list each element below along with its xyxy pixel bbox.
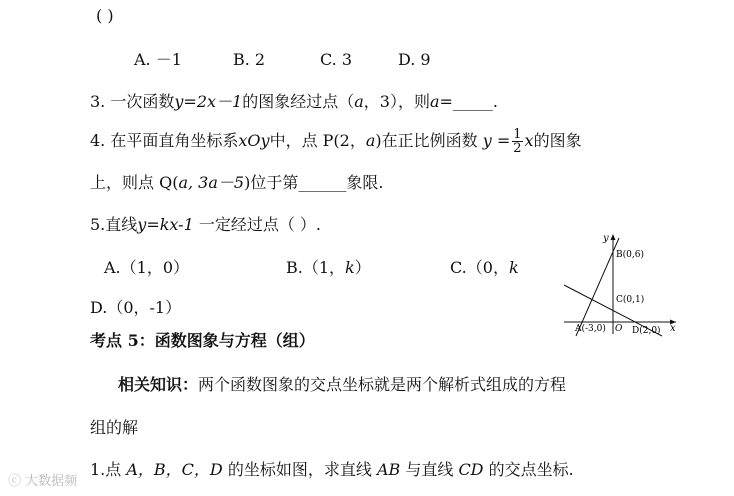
q2-option-c: C. 3 [320, 50, 353, 69]
y-axis-label: y [603, 233, 609, 244]
coordinate-diagram [562, 230, 680, 338]
q2-option-b: B. 2 [233, 50, 266, 69]
section-title: 考点 5：函数图象与方程（组） [90, 331, 315, 350]
origin-label: O [615, 324, 623, 334]
x-axis-label: x [670, 323, 676, 334]
q5-option-a: A.（1，0） [104, 258, 190, 277]
point-c-label: C(0,1) [616, 295, 645, 305]
watermark: ⓒ 大数据频 [8, 474, 78, 489]
question-3: 3. 一次函数y=2x－1的图象经过点（a，3），则a=_____. [90, 92, 499, 111]
point-b-label: B(0,6) [616, 250, 644, 260]
related-knowledge: 相关知识：两个函数图象的交点坐标就是两个解析式组成的方程 [118, 375, 567, 394]
y-axis-arrow [611, 234, 616, 240]
q5-option-c: C.（0，k [450, 258, 519, 277]
q5-option-d: D.（0，-1） [90, 298, 182, 317]
question-5-stem: 5.直线y=kx-1 一定经过点（ ）. [90, 215, 322, 234]
point-d-label: D(2,0) [632, 326, 661, 336]
fraction-one-half: $\frac{1}{2}$ [513, 127, 522, 156]
related-knowledge-cont: 组的解 [90, 418, 139, 437]
question-4-line-1: 4. 在平面直角坐标系xOy中，点 P(2，a)在正比例函数 y = $\frac{1}{2}$ x的图象 [90, 127, 582, 156]
q2-answer-paren: ( ) [96, 6, 114, 25]
q2-option-d: D. 9 [398, 50, 431, 69]
question-4-line-2: 上，则点 Q(a, 3a－5)位于第______象限. [90, 173, 384, 192]
q2-option-a: A. －1 [134, 50, 182, 69]
point-a-label: A(-3,0) [575, 324, 606, 334]
q5-option-b: B.（1，k） [286, 258, 371, 277]
watermark-logo-icon: ⓒ [8, 474, 22, 489]
question-1: 1.点 A，B，C，D 的坐标如图，求直线 AB 与直线 CD 的交点坐标. [90, 460, 574, 479]
